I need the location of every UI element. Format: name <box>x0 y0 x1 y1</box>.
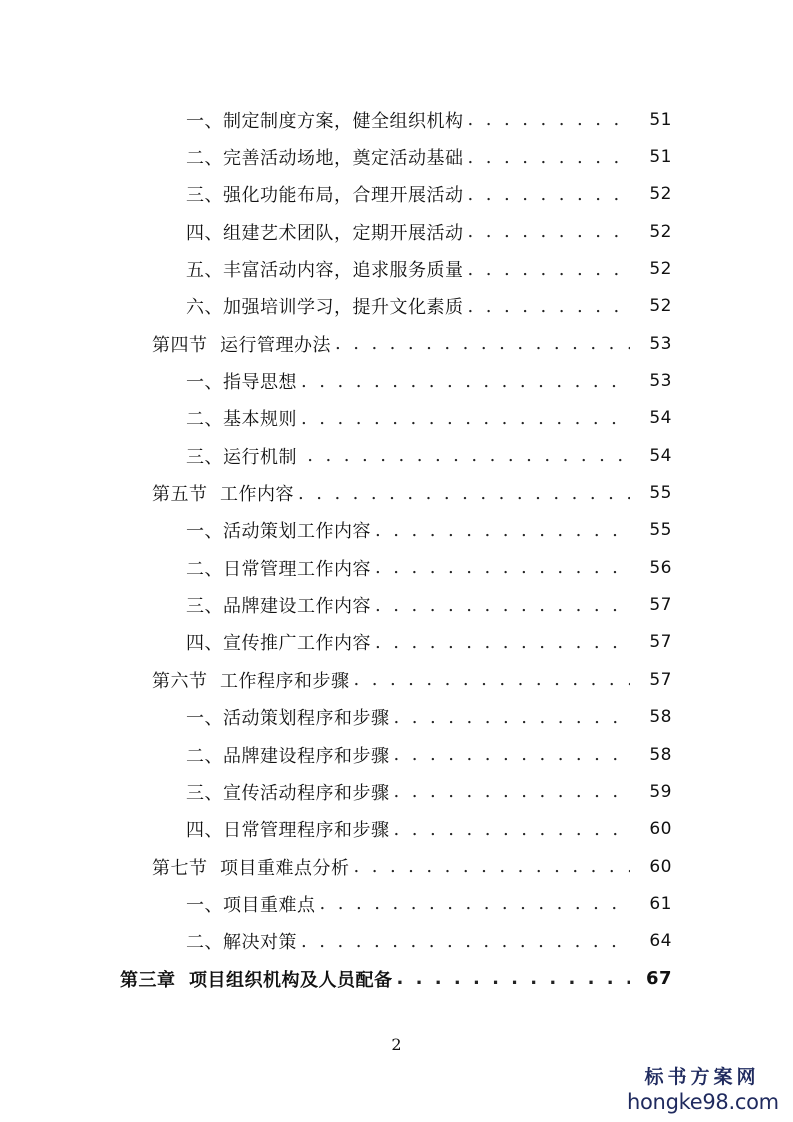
toc-dot-leader <box>320 893 631 914</box>
toc-entry[interactable] <box>0 101 793 138</box>
toc-entry[interactable] <box>0 923 793 960</box>
toc-dot-leader <box>335 333 630 354</box>
toc-dot-leader <box>298 483 630 504</box>
toc-page-number: 60 <box>649 819 672 840</box>
toc-dot-leader <box>394 744 631 765</box>
toc-entry-title: 第四节 运行管理办法 <box>152 334 331 356</box>
toc-entry[interactable] <box>0 362 793 399</box>
toc-entry[interactable] <box>0 885 793 922</box>
toc-dot-leader <box>301 408 630 429</box>
toc-page-number: 52 <box>649 259 672 280</box>
toc-entry-title: 二、品牌建设程序和步骤 <box>186 745 390 767</box>
toc-entry-title: 第七节 项目重难点分析 <box>152 857 350 879</box>
toc-page-number: 52 <box>649 184 672 205</box>
toc-dot-leader <box>375 557 630 578</box>
toc-dot-leader <box>353 856 630 877</box>
toc-entry[interactable] <box>0 437 793 474</box>
toc-section-entry[interactable] <box>0 474 793 511</box>
toc-dot-leader <box>468 259 631 280</box>
toc-entry-title: 一、活动策划工作内容 <box>186 521 371 543</box>
toc-entry[interactable] <box>0 288 793 325</box>
toc-dot-leader <box>375 595 630 616</box>
toc-entry[interactable] <box>0 213 793 250</box>
toc-entry-title: 三、强化功能布局，合理开展活动 <box>186 185 464 207</box>
toc-dot-leader <box>394 707 631 728</box>
toc-page-number: 58 <box>649 707 672 728</box>
toc-page-number: 57 <box>649 595 672 616</box>
toc-chapter-entry[interactable] <box>0 960 793 997</box>
toc-entry-title: 一、制定制度方案，健全组织机构 <box>186 110 464 132</box>
toc-entry-title: 一、活动策划程序和步骤 <box>186 708 390 730</box>
toc-entry-title: 一、项目重难点 <box>186 894 316 916</box>
watermark-name: 标书方案网 <box>644 1066 760 1088</box>
toc-page-number: 53 <box>649 371 672 392</box>
toc-entry[interactable] <box>0 512 793 549</box>
toc-dot-leader <box>353 669 630 690</box>
toc-dot-leader <box>468 147 631 168</box>
toc-entry[interactable] <box>0 586 793 623</box>
toc-entry[interactable] <box>0 811 793 848</box>
toc-page-number: 61 <box>649 893 672 914</box>
toc-page-number: 52 <box>649 296 672 317</box>
toc-entry[interactable] <box>0 250 793 287</box>
toc-entry-title: 六、加强培训学习，提升文化素质 <box>186 297 464 319</box>
toc-entry[interactable] <box>0 699 793 736</box>
table-of-contents <box>0 101 793 997</box>
toc-entry[interactable] <box>0 400 793 437</box>
toc-dot-leader <box>375 520 630 541</box>
toc-dot-leader <box>301 371 630 392</box>
toc-dot-leader <box>468 184 631 205</box>
toc-page-number: 60 <box>649 856 672 877</box>
toc-entry-title: 二、日常管理工作内容 <box>186 558 371 580</box>
toc-entry-title: 三、运行机制 <box>186 446 304 468</box>
toc-page-number: 58 <box>649 744 672 765</box>
toc-entry-title: 五、丰富活动内容，追求服务质量 <box>186 260 464 282</box>
toc-dot-leader <box>468 221 631 242</box>
toc-page-number: 64 <box>649 931 672 952</box>
toc-entry-title: 二、完善活动场地，奠定活动基础 <box>186 148 464 170</box>
toc-page-number: 52 <box>649 221 672 242</box>
watermark-logo <box>627 1064 777 1114</box>
toc-entry-title: 第六节 工作程序和步骤 <box>152 670 350 692</box>
toc-dot-leader <box>301 931 630 952</box>
toc-entry[interactable] <box>0 138 793 175</box>
toc-entry-title: 二、解决对策 <box>186 932 297 954</box>
toc-dot-leader <box>397 968 630 989</box>
toc-dot-leader <box>375 632 630 653</box>
toc-page-number: 59 <box>649 781 672 802</box>
toc-section-entry[interactable] <box>0 848 793 885</box>
toc-entry[interactable] <box>0 624 793 661</box>
toc-entry-title: 一、指导思想 <box>186 372 297 394</box>
toc-page-number: 51 <box>649 147 672 168</box>
toc-entry-title: 二、基本规则 <box>186 409 297 431</box>
toc-entry-title: 第三章 项目组织机构及人员配备 <box>120 969 393 991</box>
toc-entry-title: 第五节 工作内容 <box>152 484 294 506</box>
watermark-url: hongke98.com <box>627 1090 779 1114</box>
toc-page-number: 56 <box>649 557 672 578</box>
toc-page-number: 55 <box>649 520 672 541</box>
toc-dot-leader <box>394 819 631 840</box>
toc-entry-title: 三、宣传活动程序和步骤 <box>186 782 390 804</box>
toc-page-number: 51 <box>649 109 672 130</box>
toc-page-number: 54 <box>649 445 672 466</box>
toc-entry-title: 三、品牌建设工作内容 <box>186 596 371 618</box>
toc-page-number: 53 <box>649 333 672 354</box>
toc-entry[interactable] <box>0 773 793 810</box>
toc-entry-title: 四、日常管理程序和步骤 <box>186 820 390 842</box>
toc-dot-leader <box>394 781 631 802</box>
toc-dot-leader <box>468 296 631 317</box>
toc-entry-title: 四、宣传推广工作内容 <box>186 633 371 655</box>
toc-page-number: 54 <box>649 408 672 429</box>
page-number-footer: 2 <box>391 1035 402 1054</box>
toc-section-entry[interactable] <box>0 661 793 698</box>
toc-entry[interactable] <box>0 176 793 213</box>
toc-page-number: 57 <box>649 632 672 653</box>
toc-section-entry[interactable] <box>0 325 793 362</box>
toc-dot-leader <box>468 109 631 130</box>
toc-page-number: 55 <box>649 483 672 504</box>
toc-entry-title: 四、组建艺术团队，定期开展活动 <box>186 222 464 244</box>
toc-entry[interactable] <box>0 736 793 773</box>
toc-page-number: 57 <box>649 669 672 690</box>
toc-page-number: 67 <box>645 968 672 990</box>
toc-dot-leader <box>307 445 630 466</box>
toc-entry[interactable] <box>0 549 793 586</box>
